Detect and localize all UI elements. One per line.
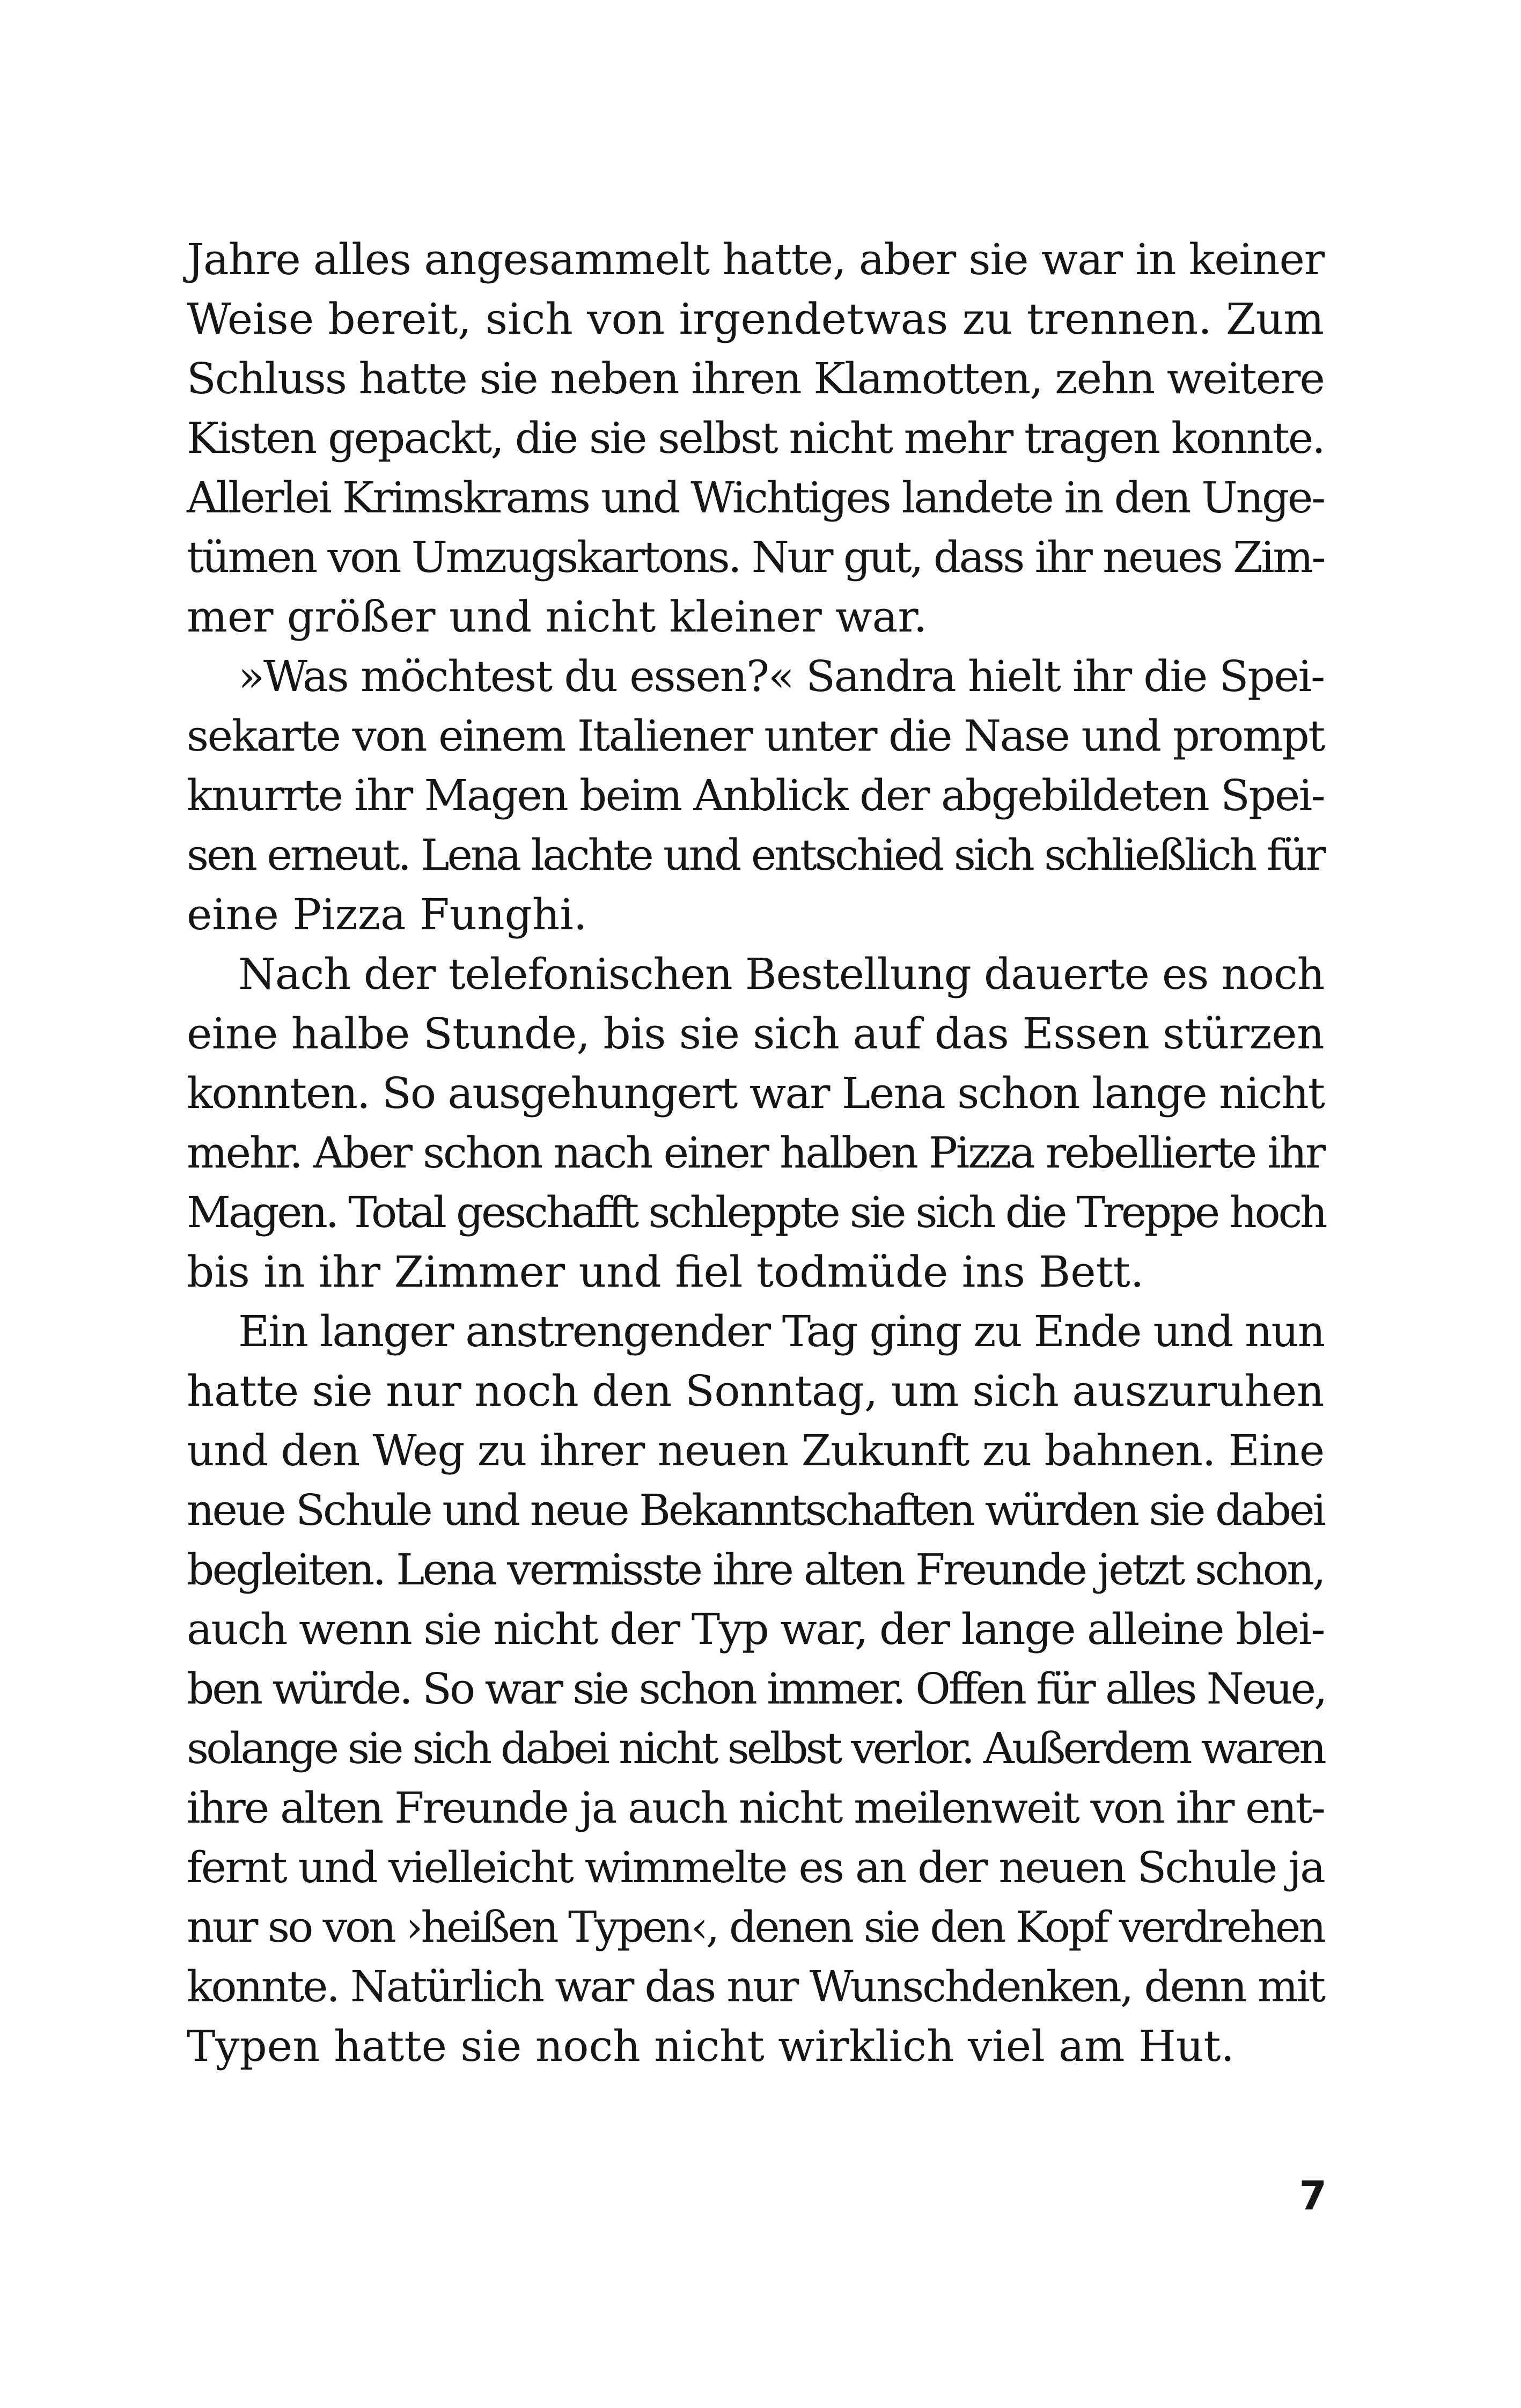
text-line: Magen. Total geschafft schleppte sie sich die Treppe hoch: [187, 1187, 1326, 1237]
text-line: eine Pizza Funghi.: [187, 890, 587, 939]
text-line: Kisten gepackt, die sie selbst nicht mehr tragen konnte.: [187, 413, 1325, 463]
body-text: [187, 230, 1324, 2076]
text-line: Schluss hatte sie neben ihren Klamotten, zehn weitere: [187, 354, 1324, 403]
text-line: sen erneut. Lena lachte und entschied sich schließlich für: [187, 830, 1324, 880]
text-line: hatte sie nur noch den Sonntag, um sich auszuruhen: [187, 1366, 1324, 1416]
text-line: mehr. Aber schon nach einer halben Pizza rebellierte ihr: [187, 1128, 1325, 1178]
paragraph-2: [187, 647, 1324, 944]
text-line: ben würde. So war sie schon immer. Offen für alles Neue,: [187, 1664, 1326, 1714]
paragraph-4: [187, 1302, 1324, 2076]
text-line: knurrte ihr Magen beim Anblick der abgebildeten Spei-: [187, 770, 1324, 820]
text-line: bis in ihr Zimmer und fiel todmüde ins Bett.: [187, 1247, 1144, 1297]
text-line: Typen hatte sie noch nicht wirklich viel am Hut.: [187, 2021, 1235, 2071]
text-line: konnten. So ausgehungert war Lena schon lange nicht: [187, 1068, 1324, 1118]
text-line: solange sie sich dabei nicht selbst verlor. Außerdem waren: [187, 1723, 1324, 1773]
text-line: nur so von ›heißen Typen‹, denen sie den Kopf verdrehen: [187, 1902, 1324, 1952]
text-line: Jahre alles angesammelt hatte, aber sie war in keiner: [187, 234, 1325, 284]
text-line: »Was möchtest du essen?« Sandra hielt ihr die Spei-: [238, 651, 1325, 701]
paragraph-1: [187, 230, 1324, 647]
text-line: begleiten. Lena vermisste ihre alten Freunde jetzt schon,: [187, 1545, 1324, 1595]
text-line: ihre alten Freunde ja auch nicht meilenweit von ihr ent-: [187, 1783, 1325, 1833]
text-line: fernt und vielleicht wimmelte es an der neuen Schule ja: [187, 1842, 1325, 1892]
text-line: auch wenn sie nicht der Typ war, der lange alleine blei-: [187, 1604, 1324, 1654]
text-line: konnte. Natürlich war das nur Wunschdenken, denn mit: [187, 1962, 1324, 2011]
text-line: tümen von Umzugskartons. Nur gut, dass ihr neues Zim-: [187, 532, 1325, 582]
text-line: mer größer und nicht kleiner war.: [187, 592, 928, 642]
text-line: Nach der telefonischen Bestellung dauerte es noch: [238, 949, 1325, 999]
text-line: eine halbe Stunde, bis sie sich auf das Essen stürzen: [187, 1009, 1324, 1059]
text-line: Allerlei Krimskrams und Wichtiges landete in den Unge-: [187, 473, 1325, 523]
text-line: Ein langer anstrengender Tag ging zu Ende und nun: [238, 1306, 1325, 1356]
text-line: sekarte von einem Italiener unter die Nase und prompt: [187, 711, 1324, 761]
page-number: 7: [1299, 2173, 1327, 2219]
text-line: neue Schule und neue Bekanntschaften würden sie dabei: [187, 1485, 1325, 1535]
text-line: Weise bereit, sich von irgendetwas zu trennen. Zum: [187, 294, 1324, 344]
paragraph-3: [187, 944, 1324, 1302]
text-line: und den Weg zu ihrer neuen Zukunft zu bahnen. Eine: [187, 1426, 1324, 1475]
